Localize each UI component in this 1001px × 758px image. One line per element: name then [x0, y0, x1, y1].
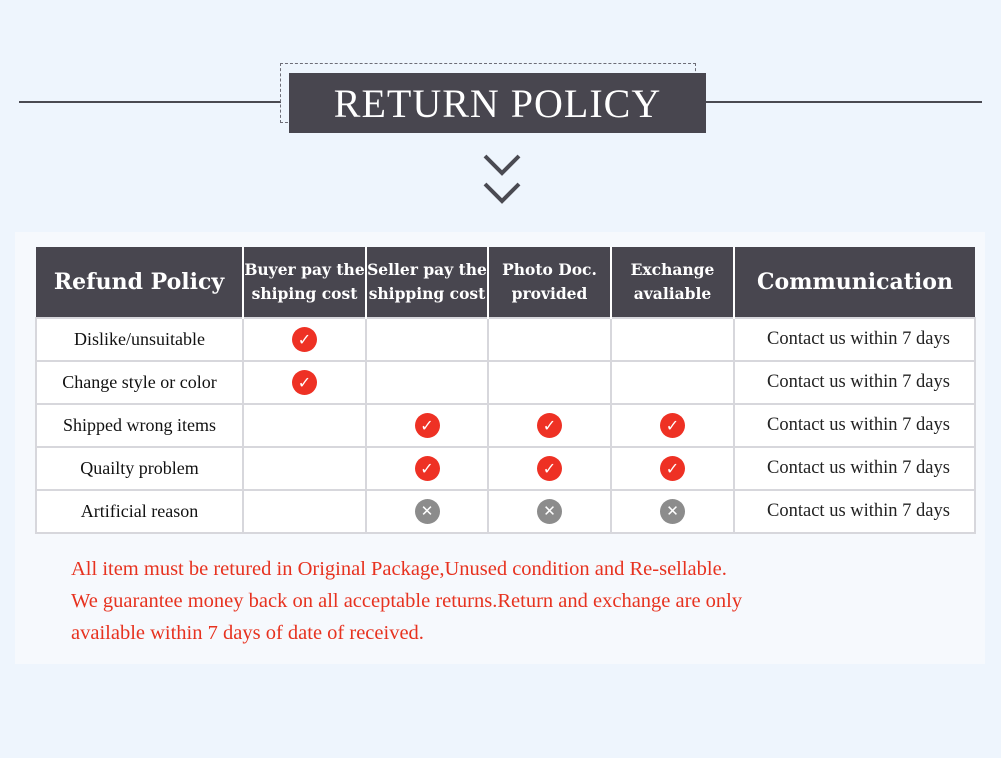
- mark-cell: [243, 318, 366, 361]
- table-row: [36, 318, 975, 361]
- check-circle-icon: ✓: [660, 456, 685, 481]
- mark-cell: [611, 490, 734, 533]
- mark-cell: [243, 361, 366, 404]
- note-line: available within 7 days of date of received.: [71, 622, 424, 644]
- table-row: [36, 361, 975, 404]
- cross-circle-icon: ✕: [537, 499, 562, 524]
- mark-cell: [488, 447, 611, 490]
- check-circle-icon: ✓: [537, 413, 562, 438]
- header-communication: Communication: [734, 247, 975, 318]
- divider-right: [705, 101, 982, 103]
- header-refund-policy: Refund Policy: [36, 247, 243, 318]
- note-line: We guarantee money back on all acceptable returns.Return and exchange are only: [71, 590, 743, 612]
- mark-cell: [243, 447, 366, 490]
- header-photo-doc: Photo Doc. provided: [488, 247, 611, 318]
- mark-cell: [611, 361, 734, 404]
- refund-policy-table: [35, 247, 976, 534]
- mark-cell: [611, 404, 734, 447]
- note-line: All item must be retured in Original Package,Unused condition and Re-sellable.: [71, 558, 727, 580]
- mark-cell: [488, 404, 611, 447]
- mark-cell: [243, 490, 366, 533]
- row-label: Shipped wrong items: [36, 404, 243, 447]
- page-title: RETURN POLICY: [289, 73, 706, 133]
- mark-cell: [488, 361, 611, 404]
- check-circle-icon: ✓: [415, 456, 440, 481]
- check-circle-icon: ✓: [292, 327, 317, 352]
- mark-cell: [366, 490, 488, 533]
- contact-text: Contact us within 7 days: [734, 490, 975, 533]
- check-circle-icon: ✓: [415, 413, 440, 438]
- check-circle-icon: ✓: [660, 413, 685, 438]
- double-chevron-down-icon: [482, 151, 522, 209]
- check-circle-icon: ✓: [537, 456, 562, 481]
- row-label: Quailty problem: [36, 447, 243, 490]
- header-exchange: Exchange avaliable: [611, 247, 734, 318]
- policy-notes: [71, 553, 971, 649]
- row-label: Change style or color: [36, 361, 243, 404]
- cross-circle-icon: ✕: [415, 499, 440, 524]
- header-buyer-pay: Buyer pay the shiping cost: [243, 247, 366, 318]
- contact-text: Contact us within 7 days: [734, 361, 975, 404]
- mark-cell: [366, 447, 488, 490]
- table-row: [36, 447, 975, 490]
- mark-cell: [611, 318, 734, 361]
- table-row: [36, 490, 975, 533]
- contact-text: Contact us within 7 days: [734, 318, 975, 361]
- mark-cell: [488, 318, 611, 361]
- header-seller-pay: Seller pay the shipping cost: [366, 247, 488, 318]
- mark-cell: [366, 318, 488, 361]
- check-circle-icon: ✓: [292, 370, 317, 395]
- cross-circle-icon: ✕: [660, 499, 685, 524]
- mark-cell: [366, 404, 488, 447]
- mark-cell: [366, 361, 488, 404]
- contact-text: Contact us within 7 days: [734, 447, 975, 490]
- mark-cell: [243, 404, 366, 447]
- mark-cell: [488, 490, 611, 533]
- mark-cell: [611, 447, 734, 490]
- row-label: Dislike/unsuitable: [36, 318, 243, 361]
- divider-left: [19, 101, 281, 103]
- contact-text: Contact us within 7 days: [734, 404, 975, 447]
- row-label: Artificial reason: [36, 490, 243, 533]
- table-header-row: [36, 247, 975, 318]
- table-row: [36, 404, 975, 447]
